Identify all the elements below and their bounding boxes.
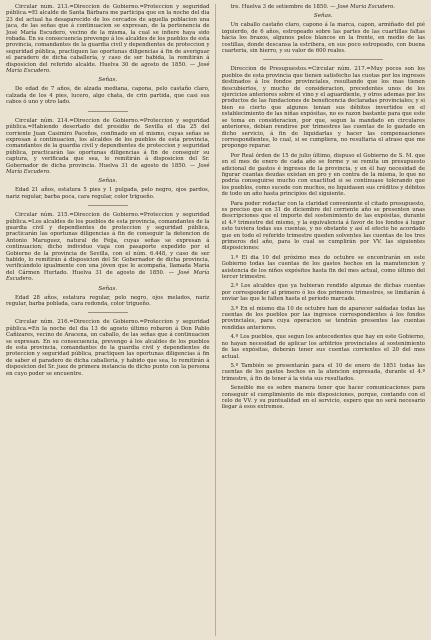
paragraph-text: Circular núm. 215.=Direccion de Gobierno.=Proteccion y seguridad pública.=Los alcaldes de los pueblos de esta provincia, comandantes de la guardia civil y dependientes de proteccion y seguridad pública, practicarán las oportunas diligencias á fin de conseguir la detencion de Antonio Maruguez, natural de Feija, cuyas señas se expresan á continuacion; dicho individuo viaja con pasaporte expedido por el Gobierno de la provincia de Sevilla, con el núm. 6.448, y caso de ser habido, lo remitirán á disposicion del Sr. Gobernador de dicha provincia, verificándolo igualmente con una jóven que le acompaña, llamada María del Cármen Hurtado. Huelva 31 de agosto de 1850. [6,212,210,276]
paragraph-text: Edad 28 años, estatura regular, pelo negro, ojos melados, nariz regular, barba poblada, cara redonda, color trigueño. [6,294,210,308]
circular-paragraph [222,153,426,198]
signature: José María Escudero. [6,61,210,75]
signature: José María Escudero. [6,269,210,283]
senas-heading: Señas. [98,285,118,292]
circular-paragraph [222,306,426,332]
circular-paragraph [222,201,426,252]
paragraph-text: Por Real órden de 15 de julio último, dispuso el Gobierno de S. M. que en el mes de enero de cada año se forme y se remita un presupuesto adicional de gastos é ingresos de la provincia, y en él hay necesidad de figurar cuantas deudas existan en pro y en contra de la misma, lo que no podría conseguirse mucho con exactitud si se continuase tolerando que los pueblos, como sucede con muchos, no liquidasen sus créditos y débitos de todo un año hasta principios del siguiente. [221,152,425,198]
circular-paragraph [222,66,426,149]
circular-paragraph [6,187,210,200]
paragraph-text: 3.º En el mismo dia 10 de octubre han de aparecer saldadas todas las cuentas de los pueblos por las ingresos correspondientes á los fondos provinciales, para cuya operacion se tendrán presentes las cuentas rendidas anteriores. [221,305,425,331]
paragraph-text: Para poder redactar con la claridad conveniente el citado presupuesto, es preciso que en 31 de diciembre del corriente año se presenten unas descripciones que el importe del sostenimiento de las expósitas, durante el 4.º trimestre del mismo, y la equivalencia á favor de los fondos á lugar esto tuviera todas sus cuentas, y no obstante y así el efecto he acordado que en todo el referido trimestre queden solventes las cuentas de los tres primeros del año, para lo cual se cumplirán por VV. las siguientes disposiciones: [221,200,425,252]
circular-paragraph [222,22,426,54]
signature: José María Escudero. [337,4,395,10]
paragraph-text: 2.º Los alcaldes que ya hubieran rendido algunas de dichas cuentas por corresponder al primero ó los dos primeros trimestres, se limitarán á enviar las que le falten hasta el período marcado. [221,283,425,303]
circular-paragraph [222,334,426,360]
right-column [222,4,426,636]
paragraph-text: Circular núm. 214.=Direccion de Gobierno.=Proteccion y seguridad pública.=Habiendo desertado del presidio de Sevilla el dia 25 del corriente Juan Casimiro Paceños, confinado en el mismo, cuyas señas se expresan á continuacion, los alcaldes de los pueblos de esta provincia, comandantes de la guardia civil y dependientes de proteccion y seguridad pública, practicarán las oportunas diligencias á fin de conseguir su captura, y verificada que sea, lo remitirán á disposicion del Sr. Gobernador de dicha provincia. Huelva 31 de agosto de 1850. [6,117,210,169]
paragraph-text: Circular núm. 213.=Direccion de Gobierno.=Proteccion y seguridad pública.=El alcalde de Santa Bárbara me participa que en la noche del dia 23 del actual ha desaparecido de los cercados de aquella poblacion una jaca, de las señas que á continuacion se expresan, de la pertenencia de José María Escudero, vecino de la misma, la cual se infiere haya sido robada. En su consecuencia prevengo á los alcaldes de los pueblos de esta provincia, comandantes de la guardia civil y dependientes de proteccion y seguridad pública, practiquen las oportunas diligencias á fin de averiguar el paradero de dicha caballería, y caso de ser habida, la remitirán á disposicion del referido alcalde. Huelva 30 de agosto de 1850. [6,4,210,68]
circular-paragraph: Circular núm. 215.=Direccion de Gobierno.=Proteccion y seguridad pública.=Los alcaldes de los pueblos de esta provincia, comandantes de la guardia civil y dependientes de proteccion y seguridad pública, practicarán las oportunas diligencias á fin de conseguir la detencion de Antonio Maruguez, natural de Feija, cuyas señas se expresan á continuacion; dicho individuo viaja con pasaporte expedido por el Gobierno de la provincia de Sevilla, con el núm. 6.448, y caso de ser habido, lo remitirán á disposicion del Sr. Gobernador de dicha provincia, verificándolo igualmente con una jóven que le acompaña, llamada María del Cármen Hurtado. Huelva 31 de agosto de 1850. — José María Escudero. [6,212,210,283]
circular-paragraph [6,295,210,308]
circular-paragraph [222,255,426,281]
senas-heading: Señas. [98,178,118,185]
senas-heading: Señas. [313,13,333,20]
circular-paragraph: Circular núm. 214.=Direccion de Gobierno.=Proteccion y seguridad pública.=Habiendo desertado del presidio de Sevilla el dia 25 del corriente Juan Casimiro Paceños, confinado en el mismo, cuyas señas se expresan á continuacion, los alcaldes de los pueblos de esta provincia, comandantes de la guardia civil y dependientes de proteccion y seguridad pública, practicarán las oportunas diligencias á fin de conseguir su captura, y verificada que sea, lo remitirán á disposicion del Sr. Gobernador de dicha provincia. Huelva 31 de agosto de 1850. — José María Escudero. [6,117,210,175]
paragraph-text: tre. Huelva 3 de setiembre de 1850. [230,4,329,10]
paragraph-text: De edad de 7 años, de alzada mediana, capona, pelo castaño claro, calzada de los 4 pies, lucero, algo chata, de crin partida, que casi sus cabos ó uno y otro lado. [6,86,210,106]
circular-paragraph [222,363,426,382]
circular-paragraph [222,385,426,411]
circular-paragraph [6,86,210,105]
left-column [6,4,216,636]
circular-paragraph [222,283,426,302]
paragraph-text: Edad 21 años, estatura 5 pies y 1 pulgada, pelo negro, ojos pardos, nariz regular, barba poca, cara regular, color trigueño. [6,187,210,200]
section-divider [88,205,128,206]
section-divider [88,312,128,313]
paragraph-text: 4.º Los pueblos, que segun los antecedentes que hay en este Gobierno, no hayan necesidad de aplicar los arbitrios provinciales al sostenimiento de las expósitas, deberán tener sus cuentas corrientes el 20 del mes actual. [221,334,425,360]
signature: José María Escudero. [6,162,210,175]
paragraph-text: Un caballo castaño claro, capono á la marca, capon, armiñado del pié izquierdo, de 6 años, estropeado sobre las partes de las cuartillas faltas hácia los brazos, algunos pelos blancos en la frente, en medio de las costillas, donde descansa la estribera, en sus poco estropeado, con buena cuarteria, sin hierro, y su valor de 600 reales. [221,22,425,55]
senas-heading: Señas. [98,77,118,84]
circular-paragraph: Circular núm. 213.=Direccion de Gobierno.=Proteccion y seguridad pública.=El alcalde de Santa Bárbara me participa que en la noche del dia 23 del actual ha desaparecido de los cercados de aquella poblacion una jaca, de las señas que á continuacion se expresan, de la pertenencia de José María Escudero, vecino de la misma, la cual se infiere haya sido robada. En su consecuencia prevengo á los alcaldes de los pueblos de esta provincia, comandantes de la guardia civil y dependientes de proteccion y seguridad pública, practiquen las oportunas diligencias á fin de averiguar el paradero de dicha caballería, y caso de ser habida, la remitirán á disposicion del referido alcalde. Huelva 30 de agosto de 1850. — José María Escudero. [6,4,210,75]
circular-paragraph: tre. Huelva 3 de setiembre de 1850. — José María Escudero. [230,4,395,10]
section-divider [88,111,128,112]
paragraph-text: Sensible me es sobre manera tener que hacer comunicaciones para conseguir el cumplimiento de mis disposiciones, porque, contando con el celo de VV. y su puntualidad en el servicio, espero que no será necesario llegar á esos extremos. [221,385,425,411]
paragraph-text: 1.º El dia 10 del próximo mes de octubre se encontrarán en este Gobierno todas las cuentas de los gastos hechos en la manutencion y asistencia de los niños expósitos hasta fin del mes actual, como último del tercer trimestre. [221,254,425,281]
circular-paragraph [6,319,210,377]
section-divider [263,59,383,60]
paragraph-text: Direccion de Presupuestos.=Circular núm. 217.=Muy pocos son los pueblos de esta provincia que tienen satisfecho las cuotas por los ingresos destinados á los fondos provinciales, resultando que los mas tienen descubiertos, y mucho de consideracion, precedentes unos de los ejercicios anteriores sobre el vino y el aguardiente, y otros ademas por los productos de las fundaciones de beneficencia declaradas provinciales; y si bien es cierto que algunos tenian sus débitos invertidos en el establecimiento de las niñas expósitas, no es razon bastante para que este se toma en consideracion, por que, segun la mandado en circulares anteriores, debian rendirse por trimestres las cuentas de lo gastado en dicho servicio, á fin de liquidarlas y hacer las compensaciones correspondientes, lo cual, si se cumpliera, no resultaria el atraso que me propongo reparar. [221,66,425,150]
paragraph-text: Circular núm. 216.=Direccion de Gobierno.=Proteccion y seguridad pública.=En la noche del dia 13 de agosto último robaron á Don Pablo Cañizares, vecino de Aracena, un caballo, de las señas que á continuacion se expresan. En su consecuencia, prevengo á los alcaldes de los pueblos de esta provincia, comandantes de la guardia civil y dependientes de proteccion y seguridad pública, practiquen las oportunas diligencias á fin de saber el paradero de dicha caballería, y habido que sea, lo remitirán á disposicion del Sr. juez de primera instancia de dicho punto con la persona en cuyo poder se encuentre. [6,319,210,377]
paragraph-text: 5.º También se presentarán para el 10 de enero de 1851 todas las cuentas de los gastos hechos en la atencion expresada, durante el 4.º trimestre, á fin de tener á la vista sus resultados. [221,362,425,382]
